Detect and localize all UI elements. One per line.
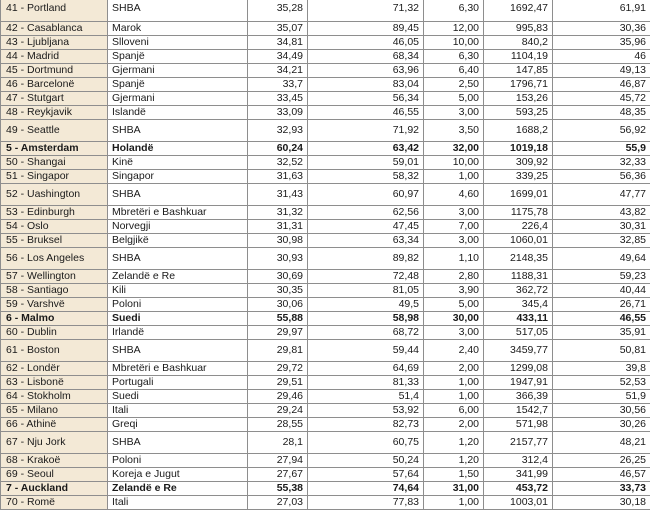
- value-cell-1[interactable]: 29,24: [248, 404, 308, 418]
- value-cell-1[interactable]: 31,32: [248, 206, 308, 220]
- country-cell[interactable]: Singapor: [108, 170, 248, 184]
- country-cell[interactable]: Poloni: [108, 454, 248, 468]
- table-row: [1, 270, 650, 284]
- value-cell-3[interactable]: 10,00: [424, 36, 484, 50]
- value-cell-4[interactable]: 1019,18: [484, 142, 553, 156]
- value-cell-4[interactable]: 1692,47: [484, 0, 553, 22]
- value-cell-2[interactable]: 60,97: [308, 184, 424, 206]
- value-cell-4[interactable]: 3459,77: [484, 340, 553, 362]
- value-cell-4[interactable]: 1003,01: [484, 496, 553, 510]
- table-row: [1, 64, 650, 78]
- city-cell[interactable]: 55 - Bruksel: [1, 234, 108, 248]
- value-cell-5[interactable]: 51,9: [553, 390, 650, 404]
- table-row: [1, 206, 650, 220]
- country-cell[interactable]: Gjermani: [108, 64, 248, 78]
- table-row: [1, 22, 650, 36]
- table-row: [1, 170, 650, 184]
- country-cell[interactable]: Norvegji: [108, 220, 248, 234]
- country-cell[interactable]: Holandë: [108, 142, 248, 156]
- value-cell-4[interactable]: 995,83: [484, 22, 553, 36]
- country-cell[interactable]: SHBA: [108, 0, 248, 22]
- city-cell[interactable]: 49 - Seattle: [1, 120, 108, 142]
- country-cell[interactable]: Slloveni: [108, 36, 248, 50]
- table-row: [1, 418, 650, 432]
- city-cell[interactable]: 47 - Stutgart: [1, 92, 108, 106]
- value-cell-4[interactable]: 1188,31: [484, 270, 553, 284]
- value-cell-2[interactable]: 68,72: [308, 326, 424, 340]
- value-cell-2[interactable]: 89,45: [308, 22, 424, 36]
- value-cell-1[interactable]: 29,51: [248, 376, 308, 390]
- country-cell[interactable]: Portugali: [108, 376, 248, 390]
- value-cell-3[interactable]: 6,40: [424, 64, 484, 78]
- value-cell-5[interactable]: 56,36: [553, 170, 650, 184]
- value-cell-5[interactable]: 32,85: [553, 234, 650, 248]
- value-cell-1[interactable]: 30,69: [248, 270, 308, 284]
- value-cell-2[interactable]: 77,83: [308, 496, 424, 510]
- value-cell-2[interactable]: 81,33: [308, 376, 424, 390]
- value-cell-4[interactable]: 345,4: [484, 298, 553, 312]
- value-cell-3[interactable]: 3,50: [424, 120, 484, 142]
- table-row: [1, 284, 650, 298]
- table-row: [1, 496, 650, 510]
- value-cell-2[interactable]: 53,92: [308, 404, 424, 418]
- city-cell[interactable]: 64 - Stokholm: [1, 390, 108, 404]
- value-cell-1[interactable]: 35,07: [248, 22, 308, 36]
- value-cell-5[interactable]: 33,73: [553, 482, 650, 496]
- value-cell-4[interactable]: 2148,35: [484, 248, 553, 270]
- value-cell-4[interactable]: 1947,91: [484, 376, 553, 390]
- value-cell-2[interactable]: 74,64: [308, 482, 424, 496]
- value-cell-5[interactable]: 46,87: [553, 78, 650, 92]
- value-cell-1[interactable]: 27,67: [248, 468, 308, 482]
- value-cell-4[interactable]: 453,72: [484, 482, 553, 496]
- value-cell-1[interactable]: 29,97: [248, 326, 308, 340]
- value-cell-2[interactable]: 63,96: [308, 64, 424, 78]
- country-cell[interactable]: SHBA: [108, 184, 248, 206]
- value-cell-2[interactable]: 89,82: [308, 248, 424, 270]
- value-cell-1[interactable]: 35,28: [248, 0, 308, 22]
- value-cell-1[interactable]: 31,43: [248, 184, 308, 206]
- value-cell-3[interactable]: 10,00: [424, 156, 484, 170]
- country-cell[interactable]: Zelandë e Re: [108, 482, 248, 496]
- value-cell-2[interactable]: 83,04: [308, 78, 424, 92]
- value-cell-2[interactable]: 62,56: [308, 206, 424, 220]
- table-row: [1, 340, 650, 362]
- value-cell-4[interactable]: 1796,71: [484, 78, 553, 92]
- value-cell-2[interactable]: 64,69: [308, 362, 424, 376]
- value-cell-1[interactable]: 55,38: [248, 482, 308, 496]
- city-cell[interactable]: 6 - Malmo: [1, 312, 108, 326]
- table-row: [1, 78, 650, 92]
- value-cell-2[interactable]: 72,48: [308, 270, 424, 284]
- value-cell-3[interactable]: 30,00: [424, 312, 484, 326]
- value-cell-3[interactable]: 31,00: [424, 482, 484, 496]
- city-cell[interactable]: 63 - Lisbonë: [1, 376, 108, 390]
- value-cell-2[interactable]: 57,64: [308, 468, 424, 482]
- value-cell-5[interactable]: 52,53: [553, 376, 650, 390]
- city-cell[interactable]: 5 - Amsterdam: [1, 142, 108, 156]
- value-cell-5[interactable]: 26,25: [553, 454, 650, 468]
- value-cell-1[interactable]: 55,88: [248, 312, 308, 326]
- value-cell-5[interactable]: 35,96: [553, 36, 650, 50]
- table-row: [1, 468, 650, 482]
- value-cell-3[interactable]: 1,00: [424, 170, 484, 184]
- city-cell[interactable]: 69 - Seoul: [1, 468, 108, 482]
- city-cell[interactable]: 68 - Krakoë: [1, 454, 108, 468]
- country-cell[interactable]: Belgjikë: [108, 234, 248, 248]
- value-cell-5[interactable]: 46,57: [553, 468, 650, 482]
- value-cell-3[interactable]: 12,00: [424, 22, 484, 36]
- table-row: [1, 404, 650, 418]
- country-cell[interactable]: SHBA: [108, 120, 248, 142]
- value-cell-4[interactable]: 1175,78: [484, 206, 553, 220]
- country-cell[interactable]: Mbretëri e Bashkuar: [108, 206, 248, 220]
- country-cell[interactable]: Zelandë e Re: [108, 270, 248, 284]
- country-cell[interactable]: Suedi: [108, 390, 248, 404]
- value-cell-5[interactable]: 59,23: [553, 270, 650, 284]
- table-row: [1, 184, 650, 206]
- value-cell-2[interactable]: 71,32: [308, 0, 424, 22]
- value-cell-1[interactable]: 31,63: [248, 170, 308, 184]
- value-cell-4[interactable]: 1688,2: [484, 120, 553, 142]
- value-cell-5[interactable]: 30,18: [553, 496, 650, 510]
- table-row: [1, 454, 650, 468]
- country-cell[interactable]: Marok: [108, 22, 248, 36]
- table-body: [1, 0, 650, 510]
- city-cell[interactable]: 52 - Uashington: [1, 184, 108, 206]
- country-cell[interactable]: SHBA: [108, 432, 248, 454]
- table-row: [1, 482, 650, 496]
- city-cell[interactable]: 50 - Shangai: [1, 156, 108, 170]
- value-cell-1[interactable]: 30,93: [248, 248, 308, 270]
- value-cell-5[interactable]: 40,44: [553, 284, 650, 298]
- value-cell-2[interactable]: 63,34: [308, 234, 424, 248]
- value-cell-5[interactable]: 48,35: [553, 106, 650, 120]
- city-cell[interactable]: 62 - Londër: [1, 362, 108, 376]
- value-cell-3[interactable]: 2,40: [424, 340, 484, 362]
- city-cell[interactable]: 41 - Portland: [1, 0, 108, 22]
- value-cell-5[interactable]: 55,9: [553, 142, 650, 156]
- value-cell-5[interactable]: 35,91: [553, 326, 650, 340]
- value-cell-3[interactable]: 32,00: [424, 142, 484, 156]
- table-row: [1, 432, 650, 454]
- value-cell-3[interactable]: 3,00: [424, 326, 484, 340]
- value-cell-3[interactable]: 1,50: [424, 468, 484, 482]
- value-cell-3[interactable]: 3,00: [424, 206, 484, 220]
- value-cell-5[interactable]: 56,92: [553, 120, 650, 142]
- value-cell-1[interactable]: 60,24: [248, 142, 308, 156]
- country-cell[interactable]: Greqi: [108, 418, 248, 432]
- table-row: [1, 156, 650, 170]
- value-cell-3[interactable]: 1,10: [424, 248, 484, 270]
- value-cell-5[interactable]: 30,31: [553, 220, 650, 234]
- value-cell-2[interactable]: 82,73: [308, 418, 424, 432]
- value-cell-3[interactable]: 6,00: [424, 404, 484, 418]
- value-cell-4[interactable]: 571,98: [484, 418, 553, 432]
- value-cell-1[interactable]: 30,35: [248, 284, 308, 298]
- value-cell-4[interactable]: 147,85: [484, 64, 553, 78]
- value-cell-3[interactable]: 5,00: [424, 298, 484, 312]
- value-cell-5[interactable]: 49,13: [553, 64, 650, 78]
- city-cell[interactable]: 53 - Edinburgh: [1, 206, 108, 220]
- value-cell-4[interactable]: 366,39: [484, 390, 553, 404]
- value-cell-4[interactable]: 153,26: [484, 92, 553, 106]
- city-cell[interactable]: 59 - Varshvë: [1, 298, 108, 312]
- value-cell-2[interactable]: 59,01: [308, 156, 424, 170]
- table-row: [1, 50, 650, 64]
- value-cell-3[interactable]: 1,20: [424, 454, 484, 468]
- value-cell-2[interactable]: 58,98: [308, 312, 424, 326]
- value-cell-3[interactable]: 4,60: [424, 184, 484, 206]
- value-cell-1[interactable]: 30,06: [248, 298, 308, 312]
- city-cell[interactable]: 56 - Los Angeles: [1, 248, 108, 270]
- value-cell-1[interactable]: 32,52: [248, 156, 308, 170]
- city-cell[interactable]: 67 - Nju Jork: [1, 432, 108, 454]
- value-cell-4[interactable]: 1060,01: [484, 234, 553, 248]
- value-cell-4[interactable]: 309,92: [484, 156, 553, 170]
- value-cell-5[interactable]: 30,26: [553, 418, 650, 432]
- value-cell-5[interactable]: 39,8: [553, 362, 650, 376]
- value-cell-2[interactable]: 49,5: [308, 298, 424, 312]
- value-cell-2[interactable]: 71,92: [308, 120, 424, 142]
- value-cell-1[interactable]: 28,1: [248, 432, 308, 454]
- city-cell[interactable]: 66 - Athinë: [1, 418, 108, 432]
- city-cell[interactable]: 46 - Barcelonë: [1, 78, 108, 92]
- city-cell[interactable]: 54 - Oslo: [1, 220, 108, 234]
- country-cell[interactable]: Poloni: [108, 298, 248, 312]
- city-cell[interactable]: 61 - Boston: [1, 340, 108, 362]
- value-cell-3[interactable]: 7,00: [424, 220, 484, 234]
- value-cell-4[interactable]: 1542,7: [484, 404, 553, 418]
- city-cell[interactable]: 70 - Romë: [1, 496, 108, 510]
- city-cell[interactable]: 45 - Dortmund: [1, 64, 108, 78]
- country-cell[interactable]: Irlandë: [108, 326, 248, 340]
- city-cell[interactable]: 51 - Singapor: [1, 170, 108, 184]
- value-cell-3[interactable]: 3,90: [424, 284, 484, 298]
- value-cell-1[interactable]: 27,03: [248, 496, 308, 510]
- value-cell-4[interactable]: 341,99: [484, 468, 553, 482]
- table-row: [1, 0, 650, 22]
- city-cell[interactable]: 65 - Milano: [1, 404, 108, 418]
- country-cell[interactable]: Kinë: [108, 156, 248, 170]
- value-cell-1[interactable]: 27,94: [248, 454, 308, 468]
- country-cell[interactable]: Kili: [108, 284, 248, 298]
- value-cell-3[interactable]: 2,50: [424, 78, 484, 92]
- table-row: [1, 248, 650, 270]
- table-row: [1, 390, 650, 404]
- value-cell-5[interactable]: 45,72: [553, 92, 650, 106]
- city-cell[interactable]: 60 - Dublin: [1, 326, 108, 340]
- value-cell-3[interactable]: 1,00: [424, 496, 484, 510]
- value-cell-3[interactable]: 2,00: [424, 362, 484, 376]
- value-cell-4[interactable]: 840,2: [484, 36, 553, 50]
- city-cell[interactable]: 42 - Casablanca: [1, 22, 108, 36]
- value-cell-2[interactable]: 46,55: [308, 106, 424, 120]
- city-cell[interactable]: 44 - Madrid: [1, 50, 108, 64]
- value-cell-2[interactable]: 63,42: [308, 142, 424, 156]
- city-cell[interactable]: 7 - Auckland: [1, 482, 108, 496]
- country-cell[interactable]: Itali: [108, 404, 248, 418]
- city-cell[interactable]: 48 - Reykjavik: [1, 106, 108, 120]
- city-cell[interactable]: 57 - Wellington: [1, 270, 108, 284]
- value-cell-5[interactable]: 49,64: [553, 248, 650, 270]
- value-cell-1[interactable]: 28,55: [248, 418, 308, 432]
- value-cell-5[interactable]: 32,33: [553, 156, 650, 170]
- value-cell-3[interactable]: 1,20: [424, 432, 484, 454]
- value-cell-2[interactable]: 46,05: [308, 36, 424, 50]
- value-cell-1[interactable]: 29,46: [248, 390, 308, 404]
- table-row: [1, 298, 650, 312]
- value-cell-1[interactable]: 34,81: [248, 36, 308, 50]
- country-cell[interactable]: Islandë: [108, 106, 248, 120]
- value-cell-1[interactable]: 32,93: [248, 120, 308, 142]
- value-cell-5[interactable]: 30,36: [553, 22, 650, 36]
- value-cell-1[interactable]: 30,98: [248, 234, 308, 248]
- value-cell-3[interactable]: 3,00: [424, 106, 484, 120]
- value-cell-4[interactable]: 433,11: [484, 312, 553, 326]
- value-cell-4[interactable]: 517,05: [484, 326, 553, 340]
- country-cell[interactable]: Itali: [108, 496, 248, 510]
- value-cell-1[interactable]: 33,7: [248, 78, 308, 92]
- value-cell-1[interactable]: 34,49: [248, 50, 308, 64]
- city-cell[interactable]: 58 - Santiago: [1, 284, 108, 298]
- country-cell[interactable]: Gjermani: [108, 92, 248, 106]
- value-cell-2[interactable]: 81,05: [308, 284, 424, 298]
- table-row: [1, 326, 650, 340]
- value-cell-2[interactable]: 60,75: [308, 432, 424, 454]
- value-cell-2[interactable]: 56,34: [308, 92, 424, 106]
- country-cell[interactable]: Suedi: [108, 312, 248, 326]
- value-cell-5[interactable]: 43,82: [553, 206, 650, 220]
- value-cell-1[interactable]: 29,81: [248, 340, 308, 362]
- value-cell-3[interactable]: 3,00: [424, 234, 484, 248]
- table-row: [1, 142, 650, 156]
- value-cell-5[interactable]: 48,21: [553, 432, 650, 454]
- value-cell-3[interactable]: 2,80: [424, 270, 484, 284]
- value-cell-1[interactable]: 33,45: [248, 92, 308, 106]
- value-cell-5[interactable]: 30,56: [553, 404, 650, 418]
- value-cell-5[interactable]: 50,81: [553, 340, 650, 362]
- value-cell-4[interactable]: 312,4: [484, 454, 553, 468]
- value-cell-2[interactable]: 51,4: [308, 390, 424, 404]
- value-cell-3[interactable]: 1,00: [424, 390, 484, 404]
- value-cell-2[interactable]: 47,45: [308, 220, 424, 234]
- value-cell-3[interactable]: 2,00: [424, 418, 484, 432]
- value-cell-5[interactable]: 46: [553, 50, 650, 64]
- table-row: [1, 220, 650, 234]
- value-cell-1[interactable]: 34,21: [248, 64, 308, 78]
- table-row: [1, 120, 650, 142]
- table-row: [1, 362, 650, 376]
- value-cell-5[interactable]: 26,71: [553, 298, 650, 312]
- country-cell[interactable]: Mbretëri e Bashkuar: [108, 362, 248, 376]
- country-cell[interactable]: Spanjë: [108, 50, 248, 64]
- value-cell-1[interactable]: 33,09: [248, 106, 308, 120]
- value-cell-4[interactable]: 339,25: [484, 170, 553, 184]
- value-cell-4[interactable]: 226,4: [484, 220, 553, 234]
- table-row: [1, 312, 650, 326]
- value-cell-4[interactable]: 1299,08: [484, 362, 553, 376]
- country-cell[interactable]: SHBA: [108, 248, 248, 270]
- value-cell-5[interactable]: 61,91: [553, 0, 650, 22]
- table-row: [1, 36, 650, 50]
- value-cell-2[interactable]: 58,32: [308, 170, 424, 184]
- value-cell-4[interactable]: 2157,77: [484, 432, 553, 454]
- value-cell-4[interactable]: 1699,01: [484, 184, 553, 206]
- table-row: [1, 234, 650, 248]
- value-cell-3[interactable]: 5,00: [424, 92, 484, 106]
- value-cell-3[interactable]: 6,30: [424, 50, 484, 64]
- value-cell-4[interactable]: 593,25: [484, 106, 553, 120]
- table-row: [1, 106, 650, 120]
- value-cell-3[interactable]: 1,00: [424, 376, 484, 390]
- value-cell-1[interactable]: 29,72: [248, 362, 308, 376]
- country-cell[interactable]: Koreja e Jugut: [108, 468, 248, 482]
- value-cell-2[interactable]: 68,34: [308, 50, 424, 64]
- value-cell-2[interactable]: 59,44: [308, 340, 424, 362]
- table-row: [1, 92, 650, 106]
- value-cell-5[interactable]: 47,77: [553, 184, 650, 206]
- value-cell-4[interactable]: 362,72: [484, 284, 553, 298]
- table-row: [1, 376, 650, 390]
- value-cell-1[interactable]: 31,31: [248, 220, 308, 234]
- value-cell-2[interactable]: 50,24: [308, 454, 424, 468]
- city-cell[interactable]: 43 - Ljubljana: [1, 36, 108, 50]
- value-cell-3[interactable]: 6,30: [424, 0, 484, 22]
- value-cell-4[interactable]: 1104,19: [484, 50, 553, 64]
- country-cell[interactable]: SHBA: [108, 340, 248, 362]
- country-cell[interactable]: Spanjë: [108, 78, 248, 92]
- value-cell-5[interactable]: 46,55: [553, 312, 650, 326]
